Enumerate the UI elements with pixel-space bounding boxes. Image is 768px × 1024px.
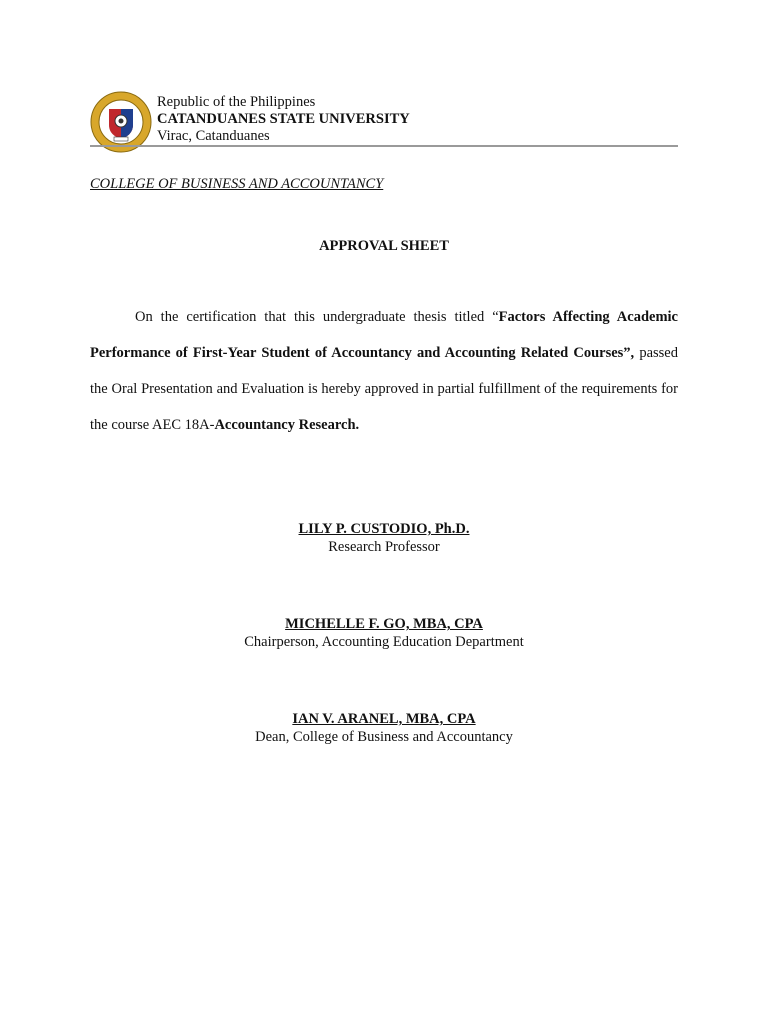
republic-line: Republic of the Philippines [157, 94, 316, 110]
signatory-role: Research Professor [328, 539, 440, 555]
certification-paragraph [90, 299, 678, 443]
thesis-title: Factors Affecting Academic Performance of First-Year Student of Accountancy and Accounting Related Courses”, [90, 309, 678, 361]
signatory-2 [0, 615, 768, 651]
signatory-3 [0, 710, 768, 746]
signatory-name: IAN V. ARANEL, MBA, CPA [292, 711, 476, 727]
page-title: APPROVAL SHEET [319, 238, 449, 254]
signatory-name: MICHELLE F. GO, MBA, CPA [285, 616, 483, 632]
college-name: COLLEGE OF BUSINESS AND ACCOUNTANCY [90, 176, 384, 192]
signatory-1 [0, 520, 768, 556]
course-name: Accountancy Research. [214, 417, 360, 433]
paragraph-intro: On the certification that this undergraduate thesis titled “ [135, 309, 499, 325]
signatory-role: Dean, College of Business and Accountancy [255, 729, 513, 745]
header-divider [90, 145, 678, 147]
signatory-name: LILY P. CUSTODIO, Ph.D. [298, 521, 470, 537]
paragraph-body: passed the Oral Presentation and Evaluation is hereby approved in partial fulfillment of the requirements for the course AEC 18A- [90, 345, 678, 433]
university-location: Virac, Catanduanes [157, 128, 270, 144]
university-seal-logo [90, 91, 152, 153]
university-name: CATANDUANES STATE UNIVERSITY [157, 111, 410, 127]
signatory-role: Chairperson, Accounting Education Department [244, 634, 524, 650]
